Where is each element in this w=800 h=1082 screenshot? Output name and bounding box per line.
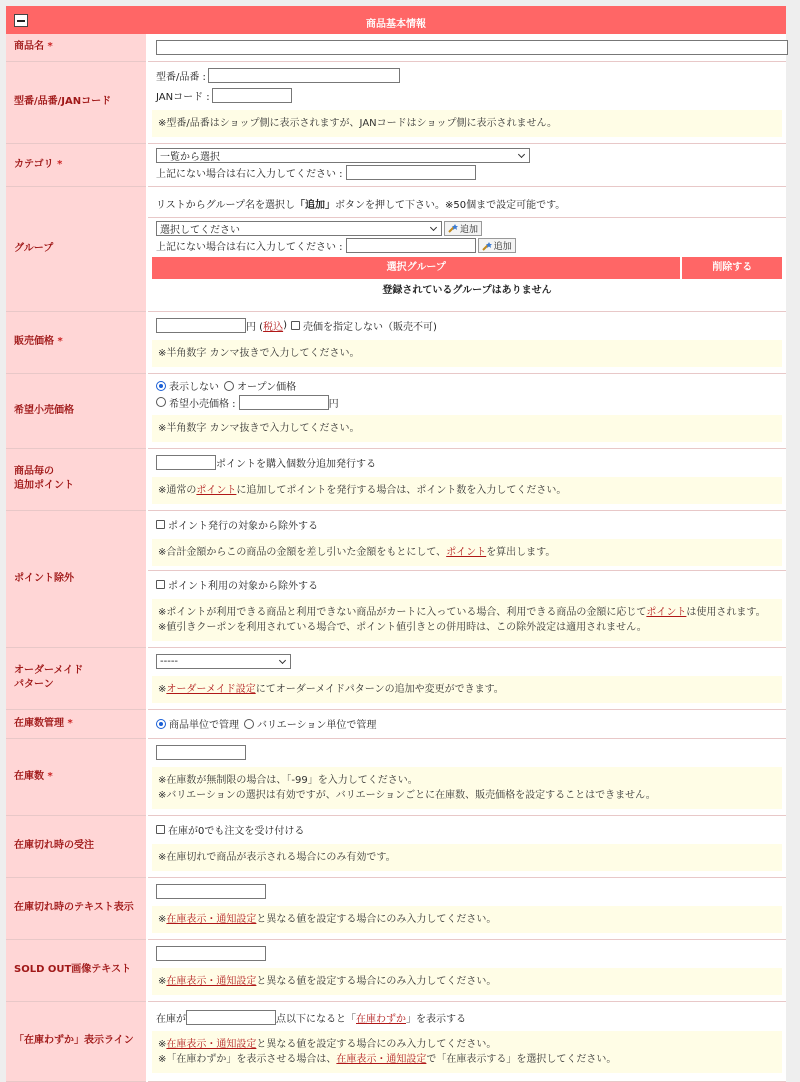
category-other-input[interactable] (346, 165, 476, 180)
label-order-made: オーダーメイド パターン (6, 647, 147, 709)
price-note: ※半角数字 カンマ抜きで入力してください。 (152, 340, 782, 367)
no-price-checkbox[interactable] (291, 321, 300, 330)
row-backorder: 在庫切れ時の受注 在庫が0でも注文を受け付ける ※在庫切れで商品が表示される場合にのみ有効です。 (6, 815, 786, 877)
group-instruction: リストからグループ名を選択し 「追加」 ボタンを押して下さい。※50個まで設定可能です。 (148, 191, 786, 218)
label-backorder: 在庫切れ時の受注 (6, 815, 147, 877)
label-price: 販売価格 * (6, 311, 147, 373)
order-made-settings-link[interactable]: オーダーメイド設定 (166, 683, 256, 695)
backorder-note: ※在庫切れで商品が表示される場合にのみ有効です。 (152, 844, 782, 871)
product-basic-info-panel (6, 6, 786, 1065)
msrp-note: ※半角数字 カンマ抜きで入力してください。 (152, 415, 782, 442)
stock-display-settings-link[interactable]: 在庫表示・通知設定 (166, 975, 257, 987)
label-category: カテゴリ * (6, 143, 147, 186)
row-soldout-image-text (6, 939, 786, 1001)
label-msrp: 希望小売価格 (6, 373, 147, 448)
group-add-button[interactable]: 追加 (444, 221, 482, 236)
row-price: 販売価格 * 円 ( 税込 ) 売価を指定しない（販売不可) ※半角数字 カンマ抜きで入力してください。 (6, 311, 786, 373)
stock-display-settings-link[interactable]: 在庫表示・通知設定 (336, 1054, 427, 1065)
label-point-exclude: ポイント除外 (6, 510, 147, 647)
low-stock-link[interactable]: 在庫わずか (356, 1013, 406, 1025)
label-extra-points: 商品毎の 追加ポイント (6, 448, 147, 510)
points-link[interactable]: ポイント (446, 546, 487, 558)
jan-code-input[interactable] (212, 88, 292, 103)
row-stock (6, 738, 786, 815)
stock-by-variation-radio[interactable] (244, 719, 254, 729)
msrp-input[interactable] (239, 395, 329, 410)
low-stock-note: ※在庫表示・通知設定と異なる値を設定する場合にのみ入力してください。 ※「在庫わずか」を表示させる場合は、在庫表示・通知設定で「在庫表示する」を選択してください。 (152, 1031, 782, 1073)
col-selected-group: 選択グループ (152, 257, 680, 279)
out-of-stock-text-input[interactable] (156, 884, 266, 899)
low-stock-input[interactable] (186, 1010, 276, 1025)
col-delete: 削除する (682, 257, 782, 279)
product-form-table (6, 34, 786, 1082)
row-msrp: 希望小売価格 表示しない オープン価格 希望小売価格 : 円 ※半角数字 カンマ抜きで入力してください。 (6, 373, 786, 448)
stock-input[interactable] (156, 745, 246, 760)
category-select[interactable]: 一覧から選択 (156, 148, 530, 163)
row-stock-management: 在庫数管理 * 商品単位で管理 バリエーション単位で管理 (6, 709, 786, 738)
model-note: ※型番/品番はショップ側に表示されますが、JANコードはショップ側に表示されません。 (152, 110, 782, 137)
points-note: ※通常のポイントに追加してポイントを発行する場合は、ポイント数を入力してください。 (152, 477, 782, 504)
msrp-value-radio[interactable] (156, 397, 166, 407)
out-of-stock-text-note: ※在庫表示・通知設定と異なる値を設定する場合にのみ入力してください。 (152, 906, 782, 933)
stock-display-settings-link[interactable]: 在庫表示・通知設定 (166, 1039, 257, 1050)
panel-title: 商品基本情報 (366, 19, 426, 30)
row-model-jan (6, 61, 786, 143)
group-other-add-button[interactable]: 追加 (478, 238, 516, 253)
stock-by-product-radio[interactable] (156, 719, 166, 729)
no-price-label: 売価を指定しない（販売不可) (303, 322, 437, 333)
soldout-image-text-input[interactable] (156, 946, 266, 961)
soldout-image-text-note: ※在庫表示・通知設定と異なる値を設定する場合にのみ入力してください。 (152, 968, 782, 995)
stock-note: ※在庫数が無制限の場合は、「-99」を入力してください。 ※バリエーションの選択は有効ですが、バリエーションごとに在庫数、販売価格を設定することはできません。 (152, 767, 782, 809)
group-empty-message: 登録されているグループはありません (382, 284, 552, 296)
label-stock-management: 在庫数管理 * (6, 709, 147, 738)
model-number-input[interactable] (208, 68, 400, 83)
points-link[interactable]: ポイント (196, 484, 237, 496)
order-made-select[interactable]: ----- (156, 654, 291, 669)
group-table-header (152, 257, 782, 279)
row-low-stock-line: 「在庫わずか」表示ライン 在庫が 点以下になると「 在庫わずか 」を表示する ※在庫表示・通知設定と異なる値を設定する場合にのみ入力してください。 ※「在庫わずか」を表示させる場合は、在庫表示・通知設定で「在庫表示する」を選択してください。 (6, 1001, 786, 1081)
group-select[interactable]: 選択してください (156, 221, 442, 236)
msrp-open-radio[interactable] (224, 381, 234, 391)
label-model-jan: 型番/品番/JANコード (6, 61, 147, 143)
label-low-stock-line: 「在庫わずか」表示ライン (6, 1001, 147, 1081)
label-soldout-image-text: SOLD OUT画像テキスト (6, 939, 147, 1001)
exclude-use-note: ※ポイントが利用できる商品と利用できない商品がカートに入っている場合、利用できる商品の金額に応じてポイントは使用されます。 ※値引きクーポンを利用されている場合で、ポイント値引きとの併用時は、この除外設定は適用されません。 (152, 599, 782, 641)
extra-points-input[interactable] (156, 455, 216, 470)
exclude-use-checkbox[interactable] (156, 580, 165, 589)
model-label: 型番/品番 : (156, 72, 206, 83)
label-group: グループ (6, 186, 147, 311)
exclude-issue-checkbox[interactable] (156, 520, 165, 529)
row-product-name (6, 34, 786, 61)
row-extra-points: 商品毎の 追加ポイント ポイントを購入個数分追加発行する ※通常のポイントに追加してポイントを発行する場合は、ポイント数を入力してください。 (6, 448, 786, 510)
row-group (6, 186, 786, 311)
panel-header (6, 6, 786, 34)
order-made-note: ※オーダーメイド設定にてオーダーメイドパターンの追加や変更ができます。 (152, 676, 782, 703)
stock-display-settings-link[interactable]: 在庫表示・通知設定 (166, 913, 257, 925)
row-category (6, 143, 786, 186)
product-name-input[interactable] (156, 40, 788, 55)
msrp-hide-radio[interactable] (156, 381, 166, 391)
category-other-label: 上記にない場合は右に入力してください : (156, 169, 343, 180)
label-product-name: 商品名 * (6, 34, 147, 61)
group-other-input[interactable] (346, 238, 476, 253)
wand-icon (448, 223, 458, 233)
jan-label: JANコード : (156, 92, 210, 103)
row-order-made (6, 647, 786, 709)
label-stock: 在庫数 * (6, 738, 147, 815)
price-input[interactable] (156, 318, 246, 333)
tax-link[interactable]: 税込 (263, 322, 284, 333)
points-link[interactable]: ポイント (646, 606, 687, 618)
row-point-exclude: ポイント除外 ポイント発行の対象から除外する ※合計金額からこの商品の金額を差し引いた金額をもとにして、ポイントを算出します。 ポイント利用の対象から除外する ※ポイントが利用できる商品と利用できない商品がカートに入っている場合、利用できる商品の金額に応じてポイントは使用されます。 ※値引きクーポンを利用されている場合で、ポイント値引きとの併用時は、この除外設定は適用されません。 (6, 510, 786, 647)
group-other-label: 上記にない場合は右に入力してください : (156, 242, 343, 253)
row-out-of-stock-text (6, 877, 786, 939)
label-out-of-stock-text: 在庫切れ時のテキスト表示 (6, 877, 147, 939)
exclude-issue-note: ※合計金額からこの商品の金額を差し引いた金額をもとにして、ポイントを算出します。 (152, 539, 782, 566)
wand-icon (482, 241, 492, 251)
backorder-checkbox[interactable] (156, 825, 165, 834)
